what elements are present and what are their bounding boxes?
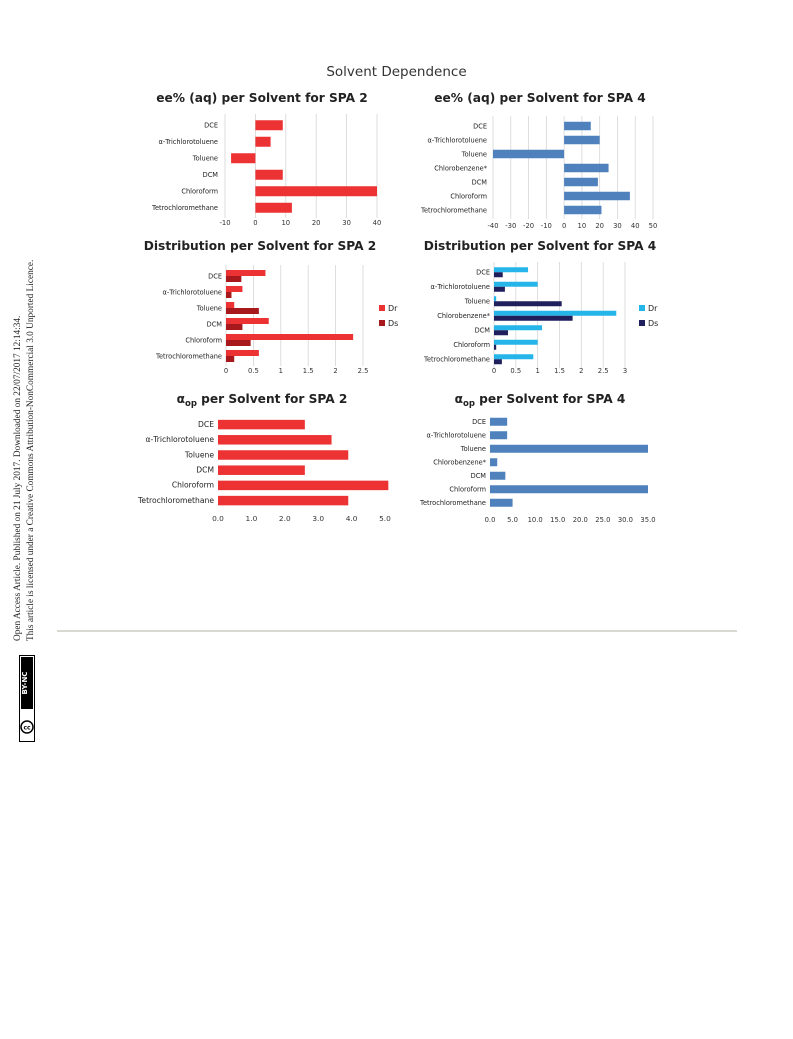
- bar: [226, 356, 234, 362]
- category-label: Chloroform: [171, 480, 214, 490]
- tick-label: 50: [648, 222, 658, 230]
- tick-label: 25.0: [595, 516, 611, 524]
- legend-label: Ds: [388, 319, 399, 328]
- bar: [494, 311, 616, 316]
- tick-label: 30: [613, 222, 622, 230]
- bar: [490, 499, 513, 507]
- bar: [226, 270, 265, 276]
- legend-swatch: [379, 320, 385, 326]
- category-label: Chlorobenzene*: [434, 164, 487, 173]
- bar: [218, 435, 332, 445]
- legend-label: Ds: [648, 319, 659, 328]
- bar: [494, 272, 503, 277]
- bar: [494, 340, 538, 345]
- tick-label: -10: [540, 222, 552, 230]
- chart-title: Distribution per Solvent for SPA 4: [423, 239, 657, 253]
- tick-label: 20.0: [572, 516, 588, 524]
- category-label: DCM: [470, 472, 486, 481]
- bar: [494, 301, 562, 306]
- svg-text:cc: cc: [23, 724, 31, 732]
- category-label: α-Trichlorotoluene: [162, 288, 222, 297]
- category-label: Chloroform: [450, 192, 487, 201]
- category-label: α-Trichlorotoluene: [430, 283, 490, 292]
- category-label: DCM: [202, 171, 218, 180]
- tick-label: 20: [311, 219, 321, 227]
- bar: [218, 496, 348, 506]
- tick-label: 2: [333, 367, 338, 375]
- bar: [494, 345, 496, 350]
- tick-label: 20: [595, 222, 604, 230]
- bar: [493, 150, 564, 159]
- bar: [255, 137, 270, 147]
- category-label: α-Trichlorotoluene: [145, 435, 214, 445]
- tick-label: -40: [487, 222, 499, 230]
- legend-label: Dr: [648, 304, 658, 313]
- bar: [494, 354, 533, 359]
- tick-label: 0: [491, 367, 497, 375]
- bar: [231, 153, 255, 163]
- bar: [490, 485, 648, 493]
- tick-label: 1.5: [554, 367, 565, 375]
- category-label: α-Trichlorotoluene: [426, 431, 486, 440]
- tick-label: 2.0: [278, 514, 291, 523]
- license-statement: This article is licensed under a Creative Commons Attribution-NonCommercial 3.0 Unported Licence.: [26, 259, 36, 641]
- bar: [564, 206, 601, 215]
- bar: [494, 330, 508, 335]
- bar: [490, 445, 648, 453]
- tick-label: 40: [630, 222, 640, 230]
- bar: [218, 420, 305, 430]
- tick-label: 30: [342, 219, 351, 227]
- bar: [226, 286, 242, 292]
- tick-label: 0.0: [484, 516, 496, 524]
- bar: [226, 308, 259, 314]
- bar: [255, 170, 282, 180]
- category-label: Toluene: [184, 450, 214, 460]
- tick-label: 0.0: [212, 514, 224, 523]
- bar: [255, 203, 291, 213]
- category-label: DCE: [473, 122, 487, 131]
- bar: [255, 186, 377, 196]
- bar: [494, 296, 496, 301]
- category-label: DCM: [471, 178, 487, 187]
- bar: [226, 350, 259, 356]
- tick-label: 0: [561, 222, 567, 230]
- tick-label: -20: [523, 222, 535, 230]
- legend-swatch: [639, 305, 645, 311]
- chart-alpha-spa2: [130, 386, 405, 531]
- chart-title: Distribution per Solvent for SPA 2: [143, 239, 377, 253]
- tick-label: 10: [281, 219, 291, 227]
- category-label: DCM: [196, 465, 214, 475]
- tick-label: 1: [278, 367, 283, 375]
- category-label: DCE: [476, 268, 490, 277]
- bar: [226, 292, 231, 298]
- tick-label: 2: [579, 367, 584, 375]
- tick-label: 2.5: [357, 367, 369, 375]
- tick-label: 2.5: [597, 367, 609, 375]
- tick-label: -10: [219, 219, 231, 227]
- tick-label: 1.0: [245, 514, 258, 523]
- license-sidebar: [0, 0, 48, 732]
- bar: [494, 287, 505, 292]
- category-label: α-Trichlorotoluene: [158, 138, 218, 147]
- bar: [494, 325, 542, 330]
- tick-label: 10: [577, 222, 587, 230]
- bar: [255, 120, 282, 130]
- bar: [226, 302, 234, 308]
- category-label: Toluene: [192, 154, 218, 163]
- bar: [226, 334, 353, 340]
- category-label: Chloroform: [185, 336, 222, 345]
- category-label: Toluene: [460, 445, 486, 454]
- tick-label: 15.0: [550, 516, 566, 524]
- category-label: DCM: [206, 320, 222, 329]
- category-label: Toluene: [464, 297, 490, 306]
- bar: [564, 192, 630, 201]
- tick-label: 5.0: [507, 516, 518, 524]
- bar: [490, 472, 505, 480]
- tick-label: 0.5: [510, 367, 522, 375]
- category-label: Toluene: [196, 304, 222, 313]
- access-statement: Open Access Article. Published on 21 July 2017. Downloaded on 22/07/2017 12:14:34.: [13, 315, 23, 641]
- chart-distribution-spa4: [410, 236, 690, 384]
- category-label: DCE: [472, 418, 486, 427]
- tick-label: 10.0: [527, 516, 543, 524]
- chart-title: ee% (aq) per Solvent for SPA 4: [434, 91, 646, 105]
- tick-label: 3.0: [312, 514, 325, 523]
- category-label: Chloroform: [181, 187, 218, 196]
- tick-label: 3: [622, 367, 628, 375]
- bar: [490, 458, 497, 466]
- cc-license-badge[interactable]: [19, 655, 35, 742]
- badge-label: BY-NC: [21, 671, 29, 695]
- tick-label: 0: [223, 367, 229, 375]
- figure-title: Solvent Dependence: [326, 64, 467, 80]
- page-divider: [57, 630, 737, 632]
- tick-label: 40: [372, 219, 382, 227]
- tick-label: 4.0: [345, 514, 358, 523]
- category-label: DCE: [208, 272, 222, 281]
- category-label: Chloroform: [453, 341, 490, 350]
- tick-label: 0.5: [247, 367, 259, 375]
- tick-label: 35.0: [640, 516, 656, 524]
- category-label: Chlorobenzene*: [433, 458, 486, 467]
- category-label: Tetrochloromethane: [421, 206, 487, 215]
- bar: [226, 340, 251, 346]
- category-label: Tetrochloromethane: [420, 499, 486, 508]
- tick-label: -30: [505, 222, 517, 230]
- category-label: Tetrochloromethane: [138, 495, 214, 505]
- bar: [226, 318, 269, 324]
- chart-title: ee% (aq) per Solvent for SPA 2: [156, 91, 368, 105]
- bar: [218, 450, 348, 460]
- bar: [226, 324, 242, 330]
- bar: [226, 276, 241, 282]
- chart-distribution-spa2: [130, 236, 410, 384]
- chart-title: $\alpha_{op}$ per Solvent for SPA 4: [454, 392, 626, 409]
- chart-alpha-spa4: [410, 386, 685, 531]
- bar: [218, 465, 305, 475]
- tick-label: 1.5: [302, 367, 314, 375]
- bar: [490, 431, 507, 439]
- legend-label: Dr: [388, 304, 398, 313]
- legend-swatch: [379, 305, 385, 311]
- category-label: Chlorobenzene*: [437, 312, 490, 321]
- category-label: Toluene: [461, 150, 487, 159]
- tick-label: 5.0: [379, 514, 391, 523]
- category-label: Tetrochloromethane: [152, 204, 218, 213]
- bar: [564, 122, 591, 131]
- bar: [494, 282, 538, 287]
- category-label: Chloroform: [449, 485, 486, 494]
- category-label: Tetrochloromethane: [156, 352, 222, 361]
- category-label: DCM: [474, 326, 490, 335]
- bar: [564, 178, 598, 187]
- bar: [494, 267, 528, 272]
- category-label: α-Trichlorotoluene: [427, 136, 487, 145]
- category-label: DCE: [198, 419, 214, 429]
- tick-label: 0: [253, 219, 258, 227]
- chart-ee-spa4: [410, 90, 680, 235]
- bar: [494, 316, 573, 321]
- chart-ee-spa2: [130, 90, 400, 235]
- category-label: DCE: [204, 121, 218, 130]
- chart-title: $\alpha_{op}$ per Solvent for SPA 2: [176, 392, 348, 409]
- category-label: Tetrochloromethane: [424, 355, 490, 364]
- legend-swatch: [639, 320, 645, 326]
- bar: [564, 136, 600, 145]
- tick-label: 30.0: [617, 516, 633, 524]
- bar: [490, 418, 507, 426]
- bar: [564, 164, 608, 173]
- bar: [218, 481, 388, 491]
- bar: [494, 359, 502, 364]
- tick-label: 1: [535, 367, 540, 375]
